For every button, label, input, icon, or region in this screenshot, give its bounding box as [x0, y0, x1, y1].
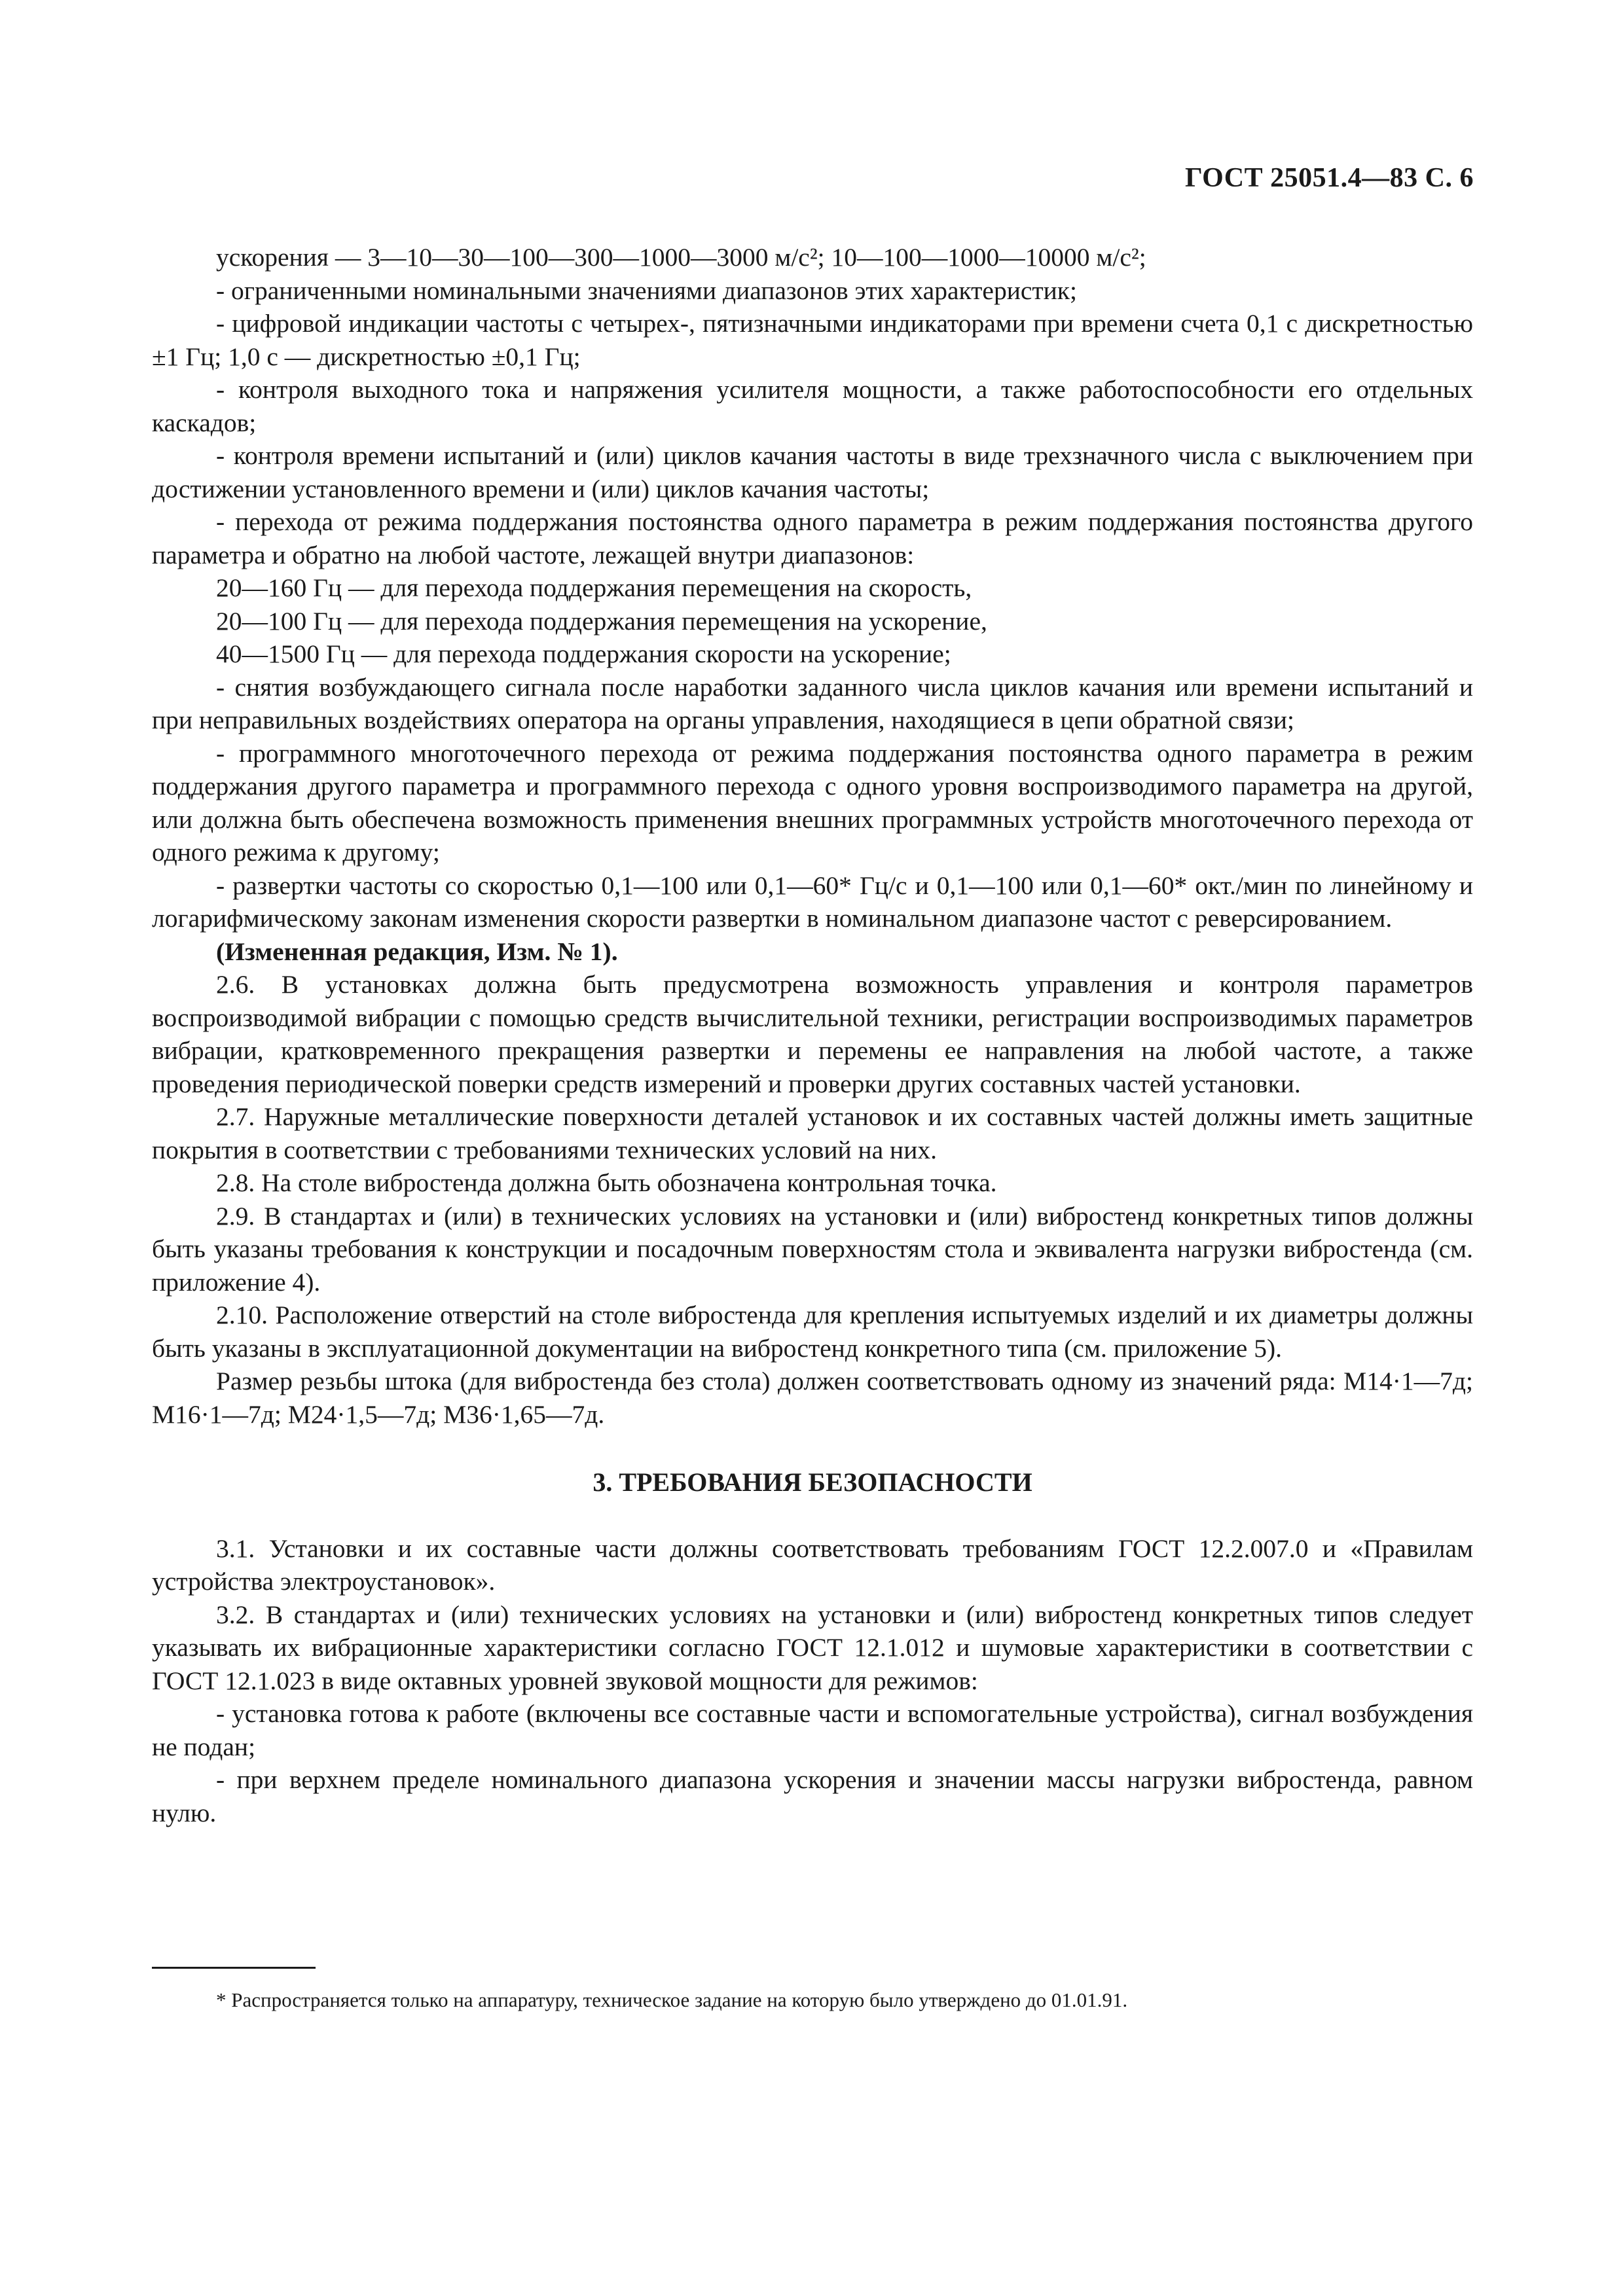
- paragraph-range-20-160: 20—160 Гц — для перехода поддержания перемещения на скорость,: [216, 573, 972, 602]
- paragraph-range-40-1500: 40—1500 Гц — для перехода поддержания скорости на ускорение;: [216, 639, 951, 668]
- document-body: [152, 241, 1473, 1829]
- section-title-safety: 3. ТРЕБОВАНИЯ БЕЗОПАСНОСТИ: [593, 1467, 1032, 1497]
- paragraph-output-current: - контроля выходного тока и напряжения усилителя мощности, а также работоспособности его отдельных каскадов;: [152, 375, 1473, 437]
- paragraph-program-transition: - программного многоточечного перехода от режима поддержания постоянства одного параметра в режим поддержания другого параметра и программного перехода с одного уровня воспроизводимого параметра на другой, или должна быть обеспечена возможность применения внешних программных устройств многоточечного перехода от одного режима к другому;: [152, 738, 1473, 867]
- paragraph-signal-removal: - снятия возбуждающего сигнала после наработки заданного числа циклов качания или времени испытаний и при неправильных воздействиях оператора на органы управления, находящиеся в цепи обратной связи;: [152, 672, 1473, 734]
- paragraph-frequency-sweep: - развертки частоты со скоростью 0,1—100 или 0,1—60* Гц/с и 0,1—100 или 0,1—60* окт./мин по линейному и логарифмическому законам изменения скорости развертки в номинальном диапазоне частот с реверсированием.: [152, 870, 1473, 933]
- paragraph-digital-indication: - цифровой индикации частоты с четырех-, пятизначными индикаторами при времени счета 0,1 с дискретностью ±1 Гц; 1,0 с — дискретностью ±0,1 Гц;: [152, 309, 1473, 371]
- footnote-divider: [152, 1967, 316, 1969]
- running-header: ГОСТ 25051.4—83 С. 6: [1184, 163, 1474, 193]
- paragraph-2-9: 2.9. В стандартах и (или) в технических условиях на установки и (или) вибростенд конкретных типов должны быть указаны требования к конструкции и посадочным поверхностям стола и эквивалента нагрузки вибростенда (см. приложение 4).: [152, 1201, 1473, 1297]
- paragraph-3-1: 3.1. Установки и их составные части должны соответствовать требованиям ГОСТ 12.2.007.0 и «Правилам устройства электроустановок».: [152, 1534, 1473, 1596]
- paragraph-test-time: - контроля времени испытаний и (или) циклов качания частоты в виде трехзначного числа с выключением при достижении установленного времени и (или) циклов качания частоты;: [152, 441, 1473, 503]
- paragraph-mode-upper-limit: - при верхнем пределе номинального диапазона ускорения и значении массы нагрузки вибростенда, равном нулю.: [152, 1765, 1473, 1827]
- paragraph-mode-transition: - перехода от режима поддержания постоянства одного параметра в режим поддержания постоянства другого параметра и обратно на любой частоте, лежащей внутри диапазонов:: [152, 507, 1473, 569]
- paragraph-2-8: 2.8. На столе вибростенда должна быть обозначена контрольная точка.: [216, 1168, 997, 1197]
- paragraph-mode-ready: - установка готова к работе (включены все составные части и вспомогательные устройства), сигнал возбуждения не подан;: [152, 1699, 1473, 1761]
- paragraph-3-2: 3.2. В стандартах и (или) технических условиях на установки и (или) вибростенд конкретных типов следует указывать их вибрационные характеристики согласно ГОСТ 12.1.012 и шумовые характеристики в соответствии с ГОСТ 12.1.023 в виде октавных уровней звуковой мощности для режимов:: [152, 1600, 1473, 1695]
- paragraph-2-6: 2.6. В установках должна быть предусмотрена возможность управления и контроля параметров воспроизводимой вибрации с помощью средств вычислительной техники, регистрации воспроизводимых параметров вибрации, кратковременного прекращения развертки и перемены ее направления на любой частоте, а также проведения периодической поверки средств измерений и проверки других составных частей установки.: [152, 970, 1473, 1098]
- paragraph-amendment-note: (Измененная редакция, Изм. № 1).: [216, 937, 618, 966]
- paragraph-acceleration: ускорения — 3—10—30—100—300—1000—3000 м/с²; 10—100—1000—10000 м/с²;: [216, 243, 1146, 272]
- paragraph-2-10: 2.10. Расположение отверстий на столе вибростенда для крепления испытуемых изделий и их диаметры должны быть указаны в эксплуатационной документации на вибростенд конкретного типа (см. приложение 5).: [152, 1300, 1473, 1363]
- paragraph-thread-size: Размер резьбы штока (для вибростенда без стола) должен соответствовать одному из значений ряда: М14·1—7д; М16·1—7д; М24·1,5—7д; М36·1,65—7д.: [152, 1367, 1473, 1429]
- paragraph-range-20-100: 20—100 Гц — для перехода поддержания перемещения на ускорение,: [216, 606, 987, 636]
- footnote: * Распространяется только на аппаратуру, техническое задание на которую было утверждено до 01.01.91.: [216, 1988, 1128, 2011]
- paragraph-limited-values: - ограниченными номинальными значениями диапазонов этих характеристик;: [216, 276, 1077, 305]
- paragraph-2-7: 2.7. Наружные металлические поверхности деталей установок и их составных частей должны иметь защитные покрытия в соответствии с требованиями технических условий на них.: [152, 1102, 1473, 1164]
